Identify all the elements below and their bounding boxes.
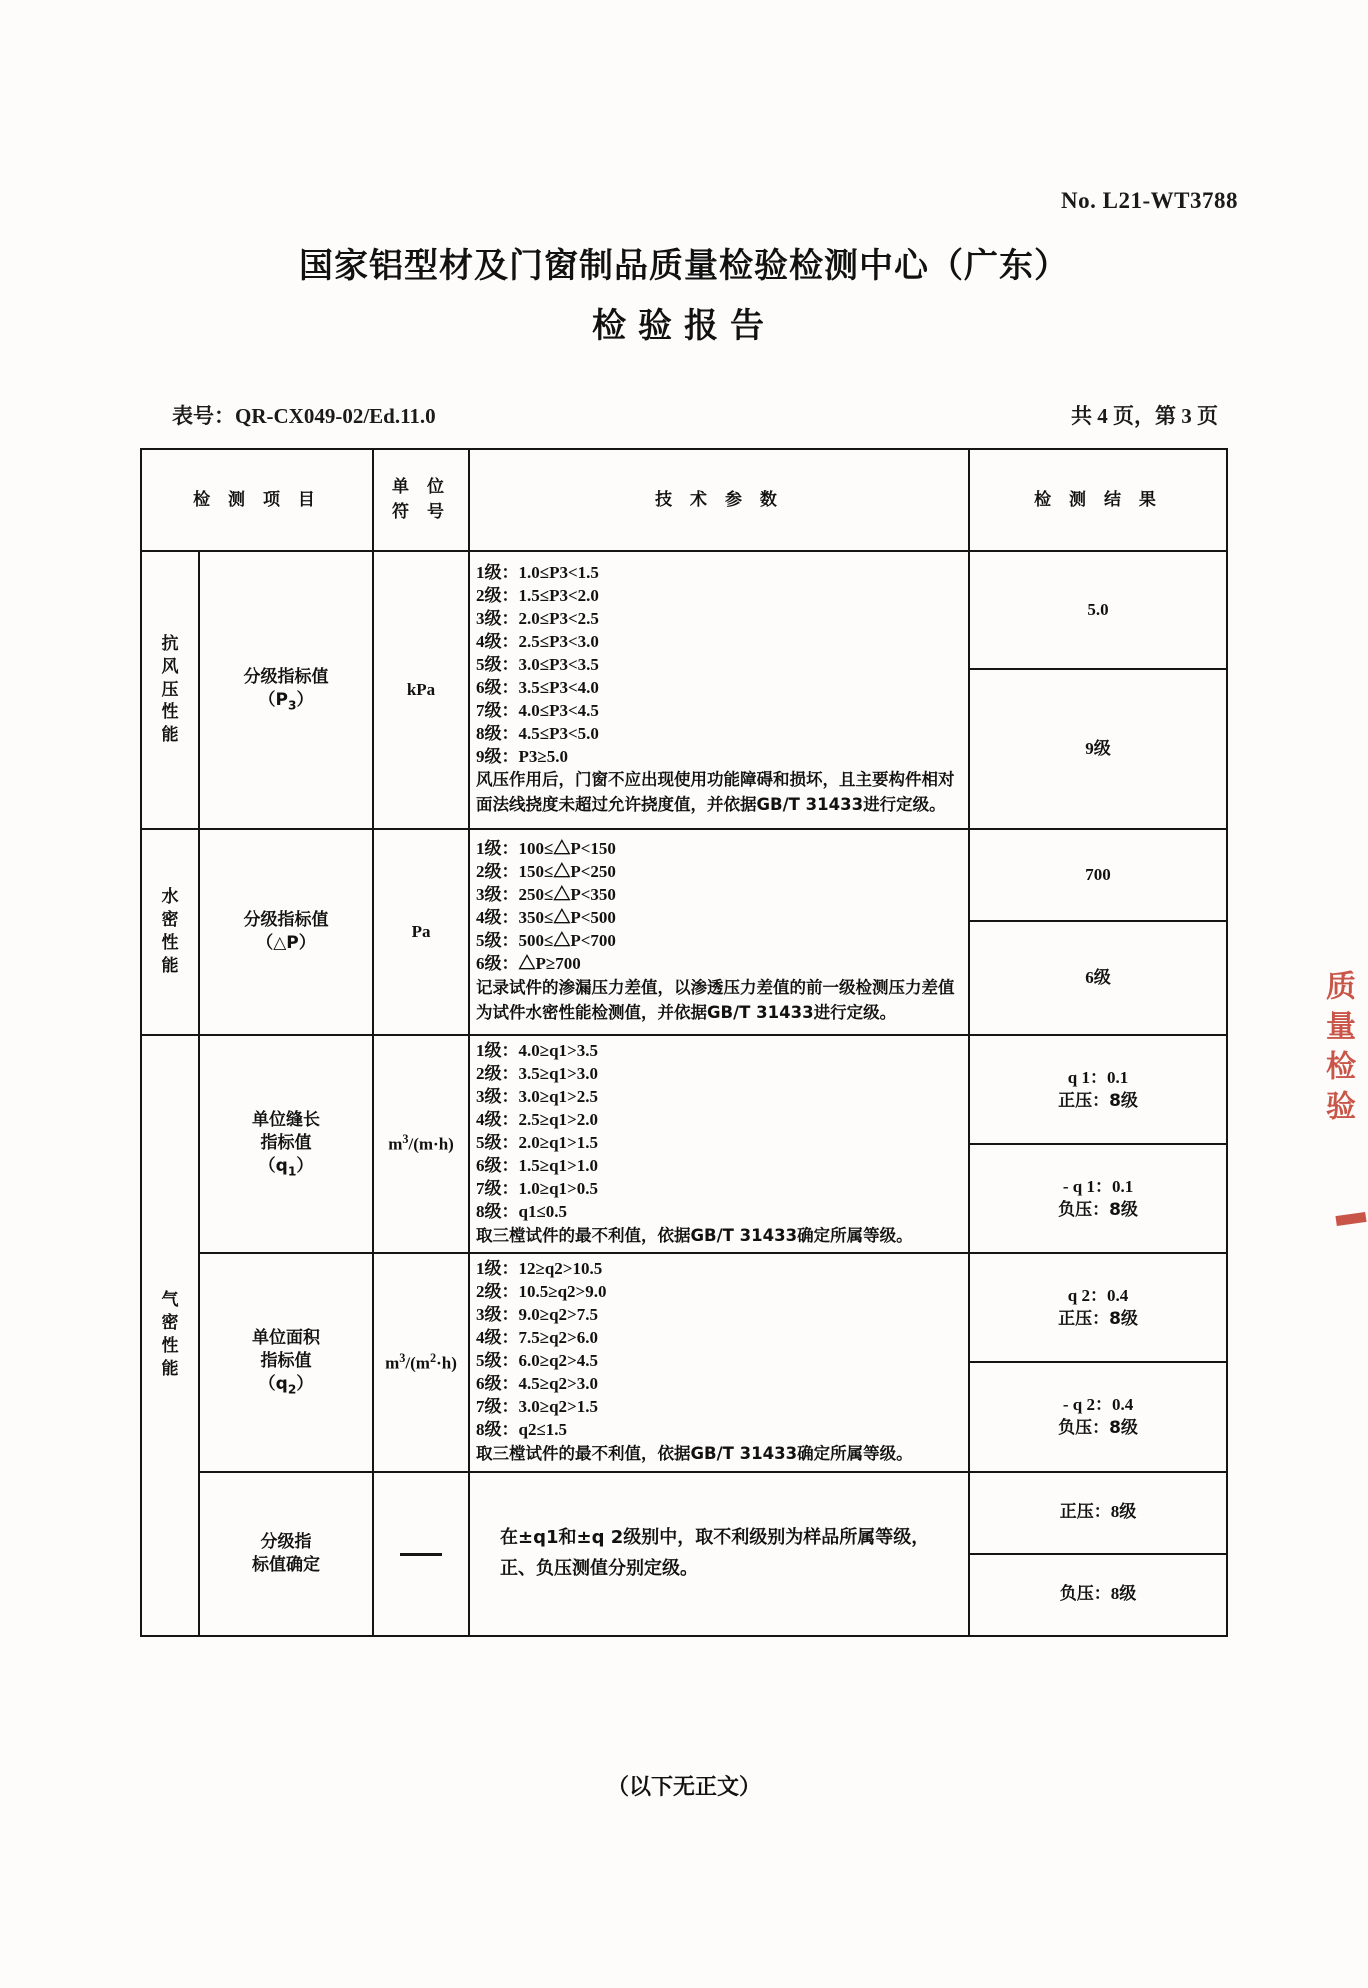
param-line: 6级：△P≥700 bbox=[476, 954, 581, 974]
header-item: 检 测 项 目 bbox=[141, 449, 373, 551]
result-q2-negative bbox=[969, 1362, 1227, 1471]
table-row bbox=[141, 1472, 1227, 1554]
item-name-water bbox=[199, 829, 373, 1035]
param-line: 6级：3.5≤P3<4.0 bbox=[476, 677, 599, 697]
table-row bbox=[141, 551, 1227, 669]
item-name-line1: 单位面积 bbox=[252, 1327, 320, 1348]
param-note: 记录试件的渗漏压力差值，以渗透压力差值的前一级检测压力差值为试件水密性能检测值，并依据GB/T 31433进行定级。 bbox=[476, 978, 955, 1022]
item-name-line2: 指标值 bbox=[260, 1350, 312, 1371]
unit-wind: kPa bbox=[373, 551, 469, 829]
unit-q1: $m^3/(m\cdot h)$ bbox=[373, 1035, 469, 1253]
result-wind-value: 5.0 bbox=[969, 551, 1227, 669]
result-line: 正压：8级 bbox=[1058, 1090, 1138, 1111]
param-line: 7级：4.0≤P3<4.5 bbox=[476, 700, 599, 720]
group-label-char: 性 bbox=[161, 933, 179, 953]
param-line: 4级：2.5≤P3<3.0 bbox=[476, 631, 599, 651]
item-name-line1: 单位缝长 bbox=[252, 1109, 320, 1130]
result-line: 负压：8级 bbox=[1058, 1199, 1138, 1220]
page-counter: 共 4 页，第 3 页 bbox=[1071, 404, 1218, 428]
item-name-line1: 分级指标值 bbox=[243, 910, 329, 931]
result-wind-grade: 9级 bbox=[969, 669, 1227, 829]
seal-bar bbox=[1335, 1212, 1366, 1226]
result-line: 正压：8级 bbox=[1058, 1308, 1138, 1329]
page-title: 国家铝型材及门窗制品质量检验检测中心（广东） bbox=[299, 246, 1069, 286]
item-name-line3: $(q_1)$ bbox=[258, 1155, 314, 1178]
parameter-q2 bbox=[469, 1253, 969, 1471]
param-line: 9级：P3≥5.0 bbox=[476, 746, 568, 766]
result-q1-negative bbox=[969, 1144, 1227, 1253]
item-name-line2: （△P） bbox=[256, 933, 316, 953]
unit-water: Pa bbox=[373, 829, 469, 1035]
table-row bbox=[141, 1035, 1227, 1144]
group-label-char: 风 bbox=[161, 656, 179, 677]
param-line: 3级：9.0≥q2>7.5 bbox=[476, 1305, 598, 1325]
result-grading-negative: 负压：8级 bbox=[969, 1554, 1227, 1636]
group-label-char: 压 bbox=[161, 679, 179, 700]
table-header-row bbox=[141, 449, 1227, 551]
group-label-air bbox=[141, 1035, 199, 1636]
param-note: 取三樘试件的最不利值，依据GB/T 31433确定所属等级。 bbox=[476, 1225, 913, 1245]
result-line: 负压：8级 bbox=[1058, 1417, 1138, 1438]
param-note: 取三樘试件的最不利值，依据GB/T 31433确定所属等级。 bbox=[476, 1443, 913, 1463]
item-name-q1 bbox=[199, 1035, 373, 1253]
unit-grading bbox=[373, 1472, 469, 1636]
header-parameter: 技 术 参 数 bbox=[469, 449, 969, 551]
red-seal-mark bbox=[1320, 960, 1368, 1260]
group-label-wind bbox=[141, 551, 199, 829]
item-name-line1: 分级指 bbox=[260, 1531, 312, 1552]
item-name-line1: 分级指标值 bbox=[243, 667, 329, 688]
result-water-grade: 6级 bbox=[969, 921, 1227, 1035]
item-name-line2: 标值确定 bbox=[252, 1554, 320, 1575]
group-label-char: 密 bbox=[161, 910, 179, 931]
form-number: 表号：QR-CX049-02/Ed.11.0 bbox=[172, 404, 436, 428]
footer-note: （以下无正文） bbox=[606, 1775, 761, 1800]
param-line: 8级：4.5≤P3<5.0 bbox=[476, 723, 599, 743]
group-label-char: 抗 bbox=[161, 633, 179, 654]
result-line: q 1：0.1 bbox=[1067, 1067, 1129, 1087]
param-line: 1级：12≥q2>10.5 bbox=[476, 1259, 603, 1279]
group-label-char: 性 bbox=[161, 1336, 179, 1357]
item-name-line3: $(q_2)$ bbox=[258, 1373, 314, 1397]
param-line: 5级：6.0≥q2>4.5 bbox=[476, 1351, 598, 1370]
result-q1-positive bbox=[969, 1035, 1227, 1144]
param-line: 5级：500≤△P<700 bbox=[476, 931, 616, 951]
result-line: - q 1：0.1 bbox=[1062, 1176, 1134, 1196]
unit-q2: $m^3/(m^2\cdot h)$ bbox=[373, 1253, 469, 1471]
item-name-wind bbox=[199, 551, 373, 829]
param-line: 3级：250≤△P<350 bbox=[476, 885, 616, 905]
param-line: 4级：2.5≥q1>2.0 bbox=[476, 1109, 598, 1129]
param-line: 7级：1.0≥q1>0.5 bbox=[476, 1178, 598, 1198]
param-line: 6级：1.5≥q1>1.0 bbox=[476, 1155, 598, 1175]
report-number: No. L21-WT3788 bbox=[1061, 188, 1238, 213]
group-label-char: 能 bbox=[161, 955, 179, 976]
header-unit bbox=[373, 449, 469, 551]
group-label-char: 水 bbox=[161, 887, 179, 908]
result-grading-positive: 正压：8级 bbox=[969, 1472, 1227, 1554]
item-name-line2: 指标值 bbox=[260, 1132, 312, 1153]
param-line: 3级：2.0≤P3<2.5 bbox=[476, 608, 599, 628]
header-result: 检 测 结 果 bbox=[969, 449, 1227, 551]
page-subtitle: 检验报告 bbox=[592, 306, 776, 346]
parameter-water bbox=[469, 829, 969, 1035]
param-line: 7级：3.0≥q2>1.5 bbox=[476, 1396, 598, 1416]
result-water-value: 700 bbox=[969, 829, 1227, 921]
param-note: 风压作用后，门窗不应出现使用功能障碍和损坏，且主要构件相对面法线挠度未超过允许挠度值，并依据GB/T 31433进行定级。 bbox=[476, 770, 955, 815]
param-line: 1级：1.0≤P3<1.5 bbox=[476, 563, 599, 583]
group-label-water bbox=[141, 829, 199, 1035]
table-row bbox=[141, 829, 1227, 921]
parameter-wind bbox=[469, 551, 969, 829]
param-line: 4级：350≤△P<500 bbox=[476, 908, 616, 928]
parameter-q1 bbox=[469, 1035, 969, 1253]
header-unit-line1: 单 位 bbox=[392, 477, 450, 498]
table-row bbox=[141, 1253, 1227, 1362]
parameter-grading bbox=[469, 1472, 969, 1636]
param-line: 4级：7.5≥q2>6.0 bbox=[476, 1328, 598, 1348]
group-label-char: 密 bbox=[161, 1313, 179, 1334]
result-line: q 2：0.4 bbox=[1067, 1285, 1129, 1305]
item-name-line2: $(P_3)$ bbox=[258, 690, 314, 713]
param-line: 2级：1.5≤P3<2.0 bbox=[476, 585, 599, 605]
param-line: 2级：10.5≥q2>9.0 bbox=[476, 1282, 607, 1302]
header-unit-line2: 符 号 bbox=[392, 502, 450, 522]
group-label-char: 气 bbox=[161, 1290, 179, 1311]
param-line: 5级：2.0≥q1>1.5 bbox=[476, 1132, 598, 1152]
param-line: 6级：4.5≥q2>3.0 bbox=[476, 1373, 598, 1393]
param-line: 5级：3.0≤P3<3.5 bbox=[476, 654, 599, 674]
param-line: 8级：q2≤1.5 bbox=[476, 1419, 568, 1439]
group-label-char: 能 bbox=[161, 725, 179, 746]
test-results-table bbox=[140, 448, 1228, 1637]
result-q2-positive bbox=[969, 1253, 1227, 1362]
param-line: 8级：q1≤0.5 bbox=[476, 1201, 568, 1221]
param-line: 1级：100≤△P<150 bbox=[476, 839, 616, 859]
group-label-char: 性 bbox=[161, 702, 179, 723]
param-line: 2级：3.5≥q1>3.0 bbox=[476, 1063, 598, 1083]
dash-icon bbox=[400, 1553, 442, 1556]
param-line: 2级：150≤△P<250 bbox=[476, 862, 616, 882]
param-line: 3级：3.0≥q1>2.5 bbox=[476, 1086, 598, 1106]
param-line: 1级：4.0≥q1>3.5 bbox=[476, 1041, 598, 1060]
param-plain-text: 在±q1和±q 2级别中，取不利级别为样品所属等级，正、负压测值分别定级。 bbox=[500, 1526, 930, 1579]
group-label-char: 能 bbox=[161, 1359, 179, 1380]
seal-text: 质量检验 bbox=[1320, 970, 1355, 1130]
result-line: - q 2：0.4 bbox=[1062, 1395, 1134, 1414]
item-name-grading bbox=[199, 1472, 373, 1636]
item-name-q2 bbox=[199, 1253, 373, 1471]
